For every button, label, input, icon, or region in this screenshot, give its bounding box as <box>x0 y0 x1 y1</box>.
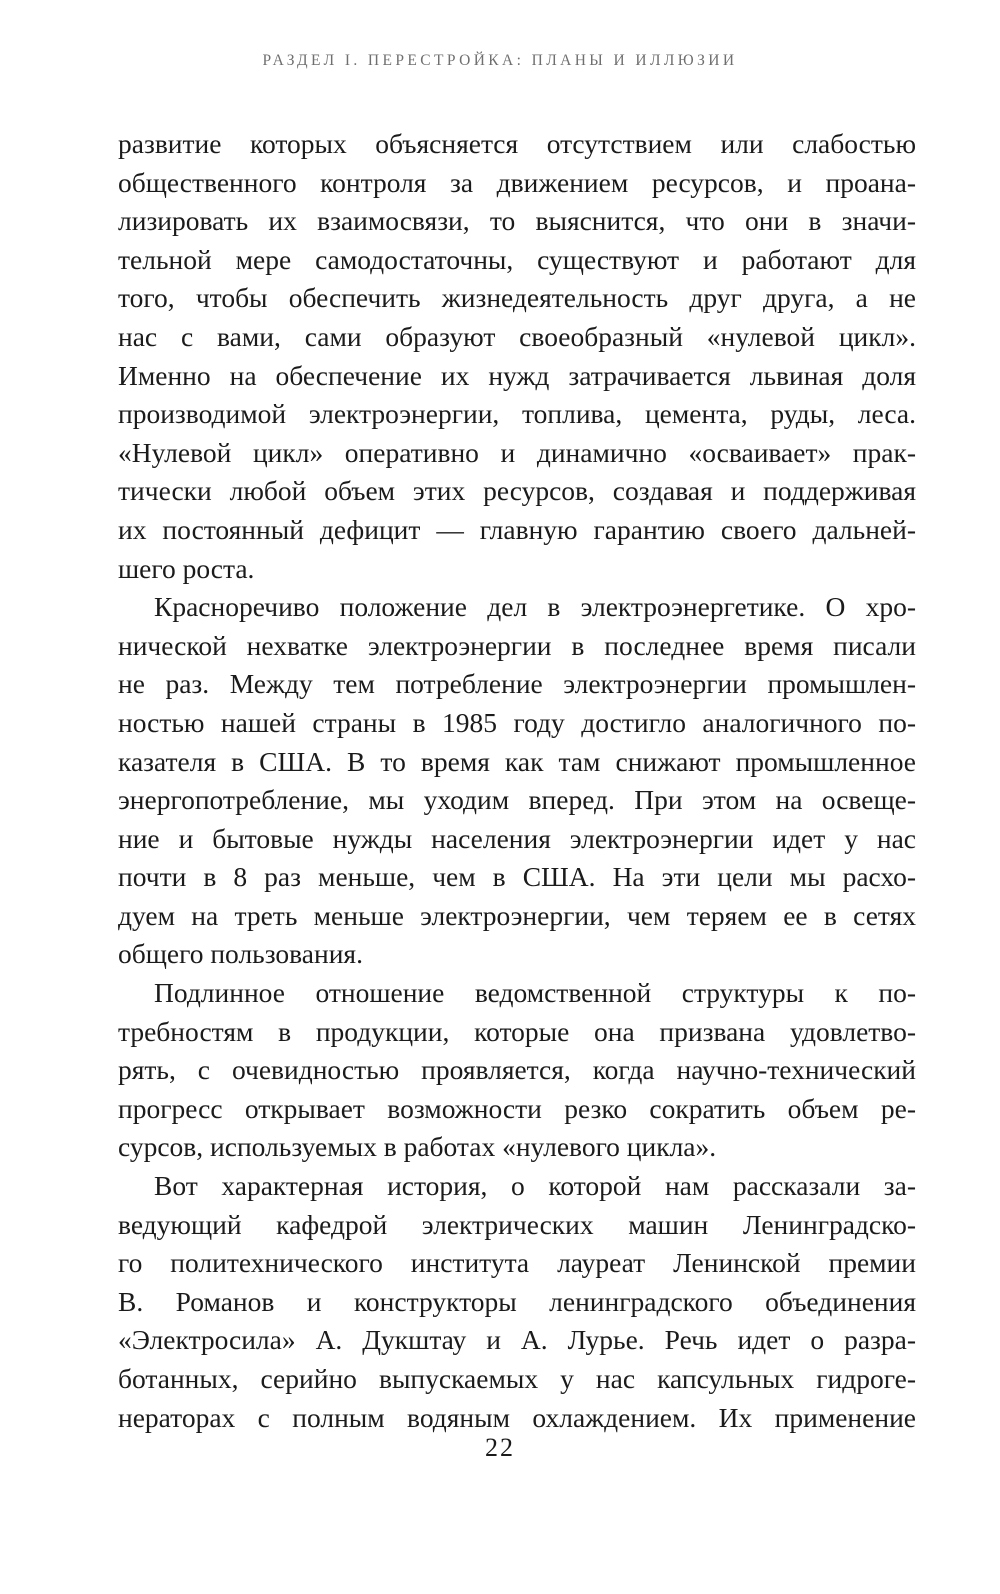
text-line: их постоянный дефицит — главную гарантию своего дальней- <box>118 513 916 545</box>
text-line: прогресс открывает возможности резко сократить объем ре- <box>118 1092 916 1124</box>
text-line: нической нехватке электроэнергии в последнее время писали <box>118 629 916 661</box>
text-line: казателя в США. В то время как там снижают промышленное <box>118 745 916 777</box>
text-line: Подлинное отношение ведомственной структуры к по- <box>154 977 916 1009</box>
text-line: производимой электроэнергии, топлива, цемента, руды, леса. <box>118 398 916 430</box>
text-line: Именно на обеспечение их нужд затрачивается львиная доля <box>118 359 916 391</box>
text-line: Вот характерная история, о которой нам рассказали за- <box>154 1170 916 1202</box>
text-line: нас с вами, сами образуют своеобразный «нулевой цикл». <box>118 320 916 352</box>
text-line: нераторах с полным водяным охлаждением. Их применение <box>118 1401 916 1433</box>
text-line: ботанных, серийно выпускаемых у нас капсульных гидроге- <box>118 1363 916 1394</box>
text-line: сурсов, используемых в работах «нулевого цикла». <box>118 1131 717 1163</box>
text-line: тельной мере самодостаточны, существуют и работают для <box>118 243 916 275</box>
running-head: РАЗДЕЛ I. ПЕРЕСТРОЙКА: ПЛАНЫ И ИЛЛЮЗИИ <box>262 52 738 69</box>
text-line: ние и бытовые нужды населения электроэнергии идет у нас <box>118 822 916 854</box>
body-text <box>118 125 916 1437</box>
paragraph-characteristic-story <box>118 1167 916 1437</box>
paragraph-electroenergetics <box>118 588 916 974</box>
text-line: не раз. Между тем потребление электроэнергии промышлен- <box>118 668 916 700</box>
text-line: тически любой объем этих ресурсов, создавая и поддерживая <box>118 475 916 507</box>
text-line: требностям в продукции, которые она призвана удовлетво- <box>118 1015 916 1047</box>
text-line: почти в 8 раз меньше, чем в США. На эти цели мы расхо- <box>118 861 916 893</box>
text-line: того, чтобы обеспечить жизнедеятельность друг друга, а не <box>118 282 916 314</box>
text-line: общего пользования. <box>118 938 363 970</box>
paragraph-departmental-structure <box>118 974 916 1167</box>
text-line: ностью нашей страны в 1985 году достигло аналогичного по- <box>118 706 916 738</box>
text-line: «Электросила» А. Дукштау и А. Лурье. Речь идет о разра- <box>118 1324 916 1356</box>
text-line: «Нулевой цикл» оперативно и динамично «осваивает» прак- <box>118 436 916 468</box>
text-line: энергопотребление, мы уходим вперед. При этом на освеще- <box>118 784 916 816</box>
text-line: рять, с очевидностью проявляется, когда научно-технический <box>118 1054 916 1086</box>
text-line: го политехнического института лауреат Ленинской премии <box>118 1247 916 1279</box>
text-line: шего роста. <box>118 552 255 584</box>
text-line: ведующий кафедрой электрических машин Ленинградско- <box>118 1208 916 1240</box>
text-line: лизировать их взаимосвязи, то выяснится, что они в значи- <box>118 205 916 237</box>
page-number: 22 <box>485 1433 515 1462</box>
text-line: общественного контроля за движением ресурсов, и проана- <box>118 166 916 198</box>
text-line: Красноречиво положение дел в электроэнергетике. О хро- <box>154 591 916 623</box>
text-line: развитие которых объясняется отсутствием или слабостью <box>118 128 916 159</box>
paragraph-continued <box>118 125 916 588</box>
text-line: дуем на треть меньше электроэнергии, чем теряем ее в сетях <box>118 899 916 931</box>
text-line: В. Романов и конструкторы ленинградского объединения <box>118 1285 916 1317</box>
